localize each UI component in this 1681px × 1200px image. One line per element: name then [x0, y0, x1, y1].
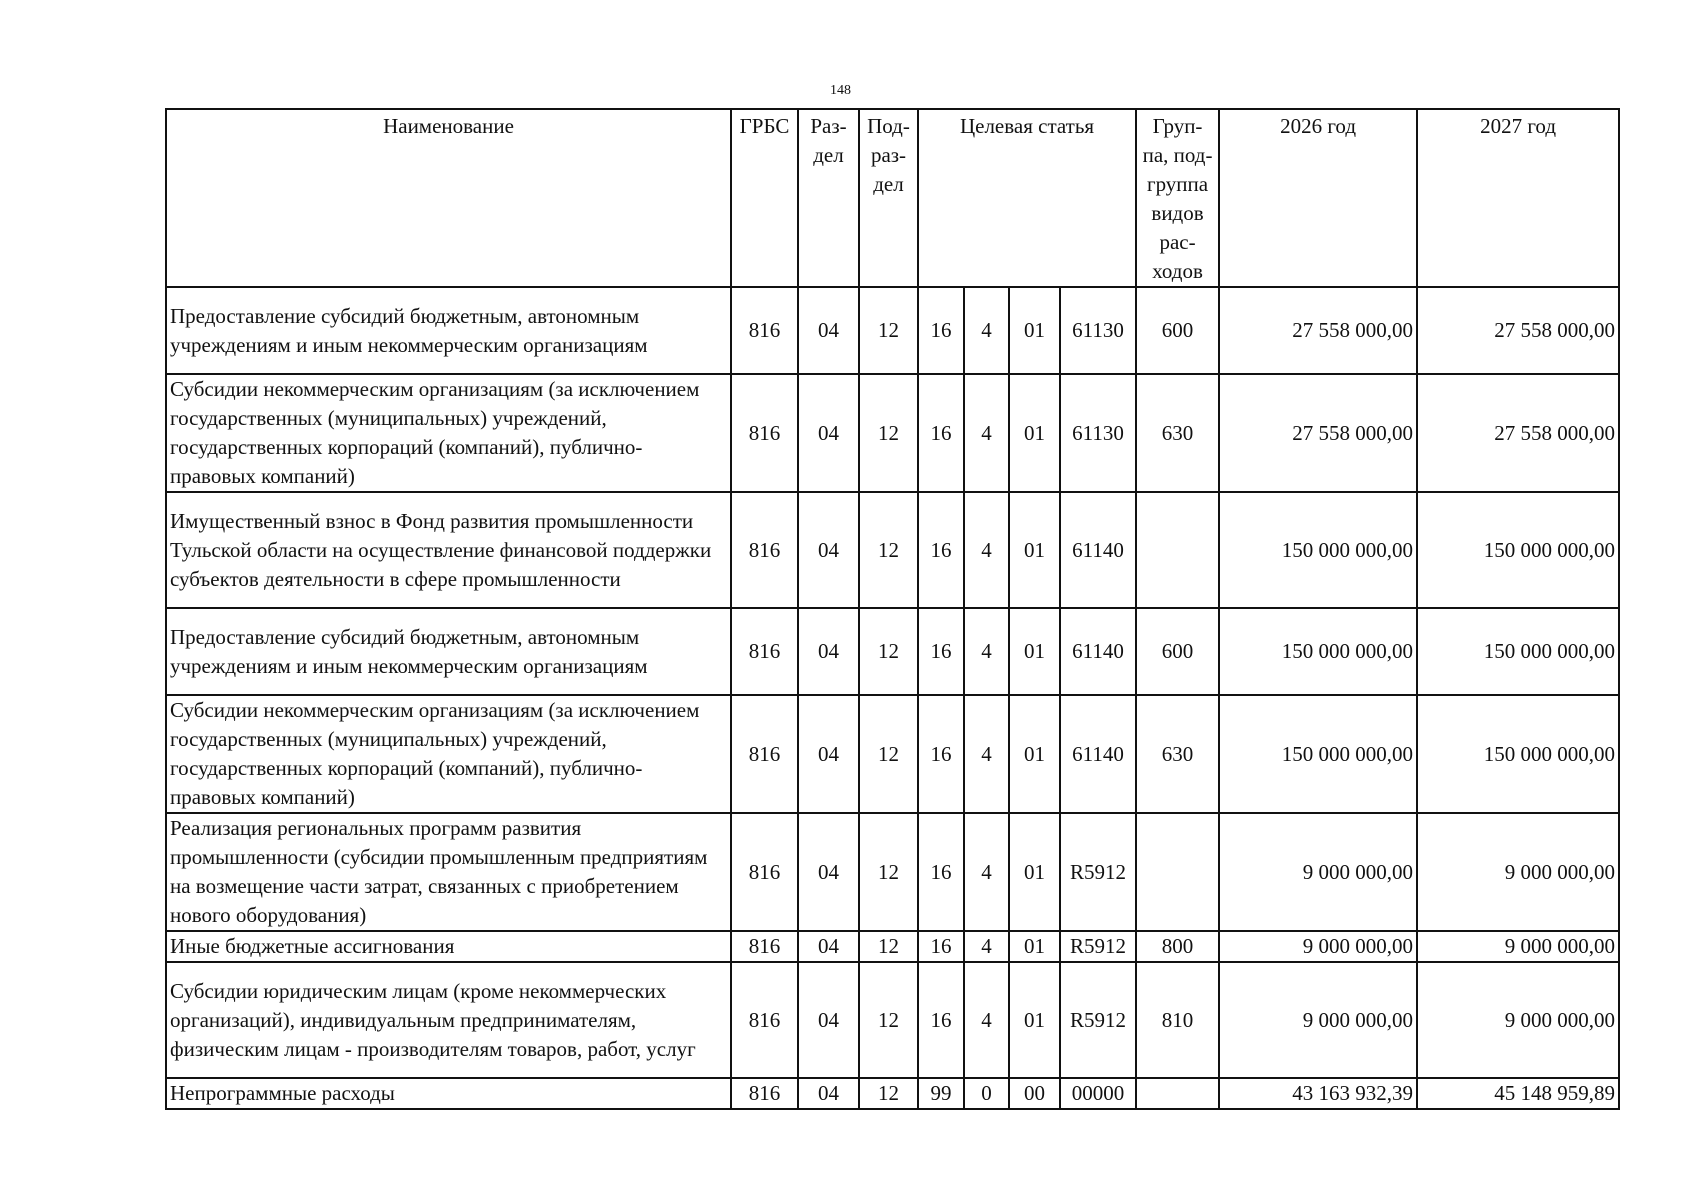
- row-vid-rashodov: [1136, 1078, 1219, 1109]
- row-cs-structure: 01: [1009, 287, 1060, 374]
- row-podrazdel: 12: [859, 374, 918, 492]
- row-cs-type: 4: [964, 931, 1009, 962]
- row-grbs: 816: [731, 962, 798, 1078]
- row-cs-program: 16: [918, 813, 964, 931]
- row-amount-2027: 150 000 000,00: [1417, 608, 1619, 695]
- row-vid-rashodov: 600: [1136, 287, 1219, 374]
- row-razdel: 04: [798, 1078, 859, 1109]
- table-row: [166, 287, 1619, 374]
- row-cs-direction: 61140: [1060, 608, 1136, 695]
- row-grbs: 816: [731, 608, 798, 695]
- row-amount-2026: 9 000 000,00: [1219, 813, 1417, 931]
- table-row: [166, 962, 1619, 1078]
- row-cs-program: 16: [918, 287, 964, 374]
- row-cs-structure: 01: [1009, 608, 1060, 695]
- row-grbs: 816: [731, 695, 798, 813]
- row-cs-program: 16: [918, 695, 964, 813]
- row-razdel: 04: [798, 374, 859, 492]
- row-cs-type: 4: [964, 695, 1009, 813]
- row-amount-2026: 9 000 000,00: [1219, 962, 1417, 1078]
- table-row: [166, 608, 1619, 695]
- row-podrazdel: 12: [859, 962, 918, 1078]
- header-vid-rashodov: Груп- па, под- группа видов рас- ходов: [1136, 109, 1219, 287]
- row-cs-direction: 61140: [1060, 492, 1136, 608]
- row-vid-rashodov: 630: [1136, 374, 1219, 492]
- row-razdel: 04: [798, 287, 859, 374]
- row-cs-structure: 01: [1009, 492, 1060, 608]
- row-cs-program: 99: [918, 1078, 964, 1109]
- table-row: [166, 931, 1619, 962]
- row-amount-2027: 9 000 000,00: [1417, 931, 1619, 962]
- header-2026: 2026 год: [1219, 109, 1417, 287]
- row-cs-direction: 61130: [1060, 287, 1136, 374]
- page-number: 148: [830, 83, 851, 98]
- row-razdel: 04: [798, 695, 859, 813]
- table-row: [166, 1078, 1619, 1109]
- header-celevaya-statya: Целевая статья: [918, 109, 1136, 287]
- row-podrazdel: 12: [859, 813, 918, 931]
- row-name: Реализация региональных программ развития промышленности (субсидии промышленным предприятиям на возмещение части затрат, связанных с приобретением нового оборудования): [166, 813, 731, 931]
- row-vid-rashodov: 800: [1136, 931, 1219, 962]
- row-grbs: 816: [731, 813, 798, 931]
- row-name: Непрограммные расходы: [166, 1078, 731, 1109]
- row-grbs: 816: [731, 1078, 798, 1109]
- row-name: Субсидии некоммерческим организациям (за исключением государственных (муниципальных) учреждений, государственных корпораций (компаний), публично-правовых компаний): [166, 374, 731, 492]
- row-podrazdel: 12: [859, 492, 918, 608]
- row-grbs: 816: [731, 374, 798, 492]
- row-amount-2026: 43 163 932,39: [1219, 1078, 1417, 1109]
- table-row: [166, 813, 1619, 931]
- row-amount-2027: 27 558 000,00: [1417, 287, 1619, 374]
- row-podrazdel: 12: [859, 287, 918, 374]
- row-razdel: 04: [798, 962, 859, 1078]
- row-amount-2026: 27 558 000,00: [1219, 287, 1417, 374]
- row-cs-structure: 01: [1009, 813, 1060, 931]
- row-podrazdel: 12: [859, 608, 918, 695]
- row-cs-type: 4: [964, 608, 1009, 695]
- row-amount-2027: 45 148 959,89: [1417, 1078, 1619, 1109]
- row-cs-direction: R5912: [1060, 931, 1136, 962]
- row-vid-rashodov: 600: [1136, 608, 1219, 695]
- row-cs-structure: 01: [1009, 695, 1060, 813]
- row-cs-program: 16: [918, 608, 964, 695]
- row-cs-direction: 61130: [1060, 374, 1136, 492]
- row-amount-2026: 150 000 000,00: [1219, 608, 1417, 695]
- row-podrazdel: 12: [859, 1078, 918, 1109]
- row-razdel: 04: [798, 492, 859, 608]
- header-2027: 2027 год: [1417, 109, 1619, 287]
- row-amount-2026: 27 558 000,00: [1219, 374, 1417, 492]
- row-grbs: 816: [731, 492, 798, 608]
- row-amount-2026: 9 000 000,00: [1219, 931, 1417, 962]
- budget-table: [165, 108, 1620, 1110]
- row-amount-2027: 9 000 000,00: [1417, 962, 1619, 1078]
- row-vid-rashodov: [1136, 492, 1219, 608]
- table-row: [166, 374, 1619, 492]
- row-cs-type: 4: [964, 813, 1009, 931]
- row-cs-program: 16: [918, 374, 964, 492]
- row-cs-program: 16: [918, 931, 964, 962]
- header-name: Наименование: [166, 109, 731, 287]
- row-podrazdel: 12: [859, 931, 918, 962]
- row-amount-2027: 9 000 000,00: [1417, 813, 1619, 931]
- header-podrazdel: Под- раз- дел: [859, 109, 918, 287]
- row-cs-structure: 01: [1009, 374, 1060, 492]
- row-vid-rashodov: 630: [1136, 695, 1219, 813]
- row-cs-type: 4: [964, 287, 1009, 374]
- row-amount-2027: 27 558 000,00: [1417, 374, 1619, 492]
- row-razdel: 04: [798, 608, 859, 695]
- row-name: Иные бюджетные ассигнования: [166, 931, 731, 962]
- row-name: Субсидии некоммерческим организациям (за исключением государственных (муниципальных) учреждений, государственных корпораций (компаний), публично-правовых компаний): [166, 695, 731, 813]
- row-cs-structure: 00: [1009, 1078, 1060, 1109]
- row-vid-rashodov: 810: [1136, 962, 1219, 1078]
- row-name: Предоставление субсидий бюджетным, автономным учреждениям и иным некоммерческим организациям: [166, 608, 731, 695]
- row-cs-program: 16: [918, 962, 964, 1078]
- row-cs-direction: 00000: [1060, 1078, 1136, 1109]
- row-name: Субсидии юридическим лицам (кроме некоммерческих организаций), индивидуальным предпринимателям, физическим лицам - производителям товаров, работ, услуг: [166, 962, 731, 1078]
- row-razdel: 04: [798, 813, 859, 931]
- row-razdel: 04: [798, 931, 859, 962]
- row-amount-2026: 150 000 000,00: [1219, 492, 1417, 608]
- header-grbs: ГРБС: [731, 109, 798, 287]
- row-cs-structure: 01: [1009, 962, 1060, 1078]
- row-amount-2027: 150 000 000,00: [1417, 695, 1619, 813]
- row-cs-type: 4: [964, 492, 1009, 608]
- row-grbs: 816: [731, 931, 798, 962]
- row-vid-rashodov: [1136, 813, 1219, 931]
- table-row: [166, 695, 1619, 813]
- row-cs-program: 16: [918, 492, 964, 608]
- table-row: [166, 492, 1619, 608]
- row-podrazdel: 12: [859, 695, 918, 813]
- row-cs-structure: 01: [1009, 931, 1060, 962]
- row-grbs: 816: [731, 287, 798, 374]
- row-cs-type: 0: [964, 1078, 1009, 1109]
- row-name: Предоставление субсидий бюджетным, автономным учреждениям и иным некоммерческим организациям: [166, 287, 731, 374]
- row-amount-2027: 150 000 000,00: [1417, 492, 1619, 608]
- row-cs-type: 4: [964, 374, 1009, 492]
- header-row: [166, 109, 1619, 287]
- row-cs-type: 4: [964, 962, 1009, 1078]
- row-cs-direction: 61140: [1060, 695, 1136, 813]
- row-name: Имущественный взнос в Фонд развития промышленности Тульской области на осуществление финансовой поддержки субъектов деятельности в сфере промышленности: [166, 492, 731, 608]
- row-cs-direction: R5912: [1060, 813, 1136, 931]
- row-amount-2026: 150 000 000,00: [1219, 695, 1417, 813]
- row-cs-direction: R5912: [1060, 962, 1136, 1078]
- header-razdel: Раз- дел: [798, 109, 859, 287]
